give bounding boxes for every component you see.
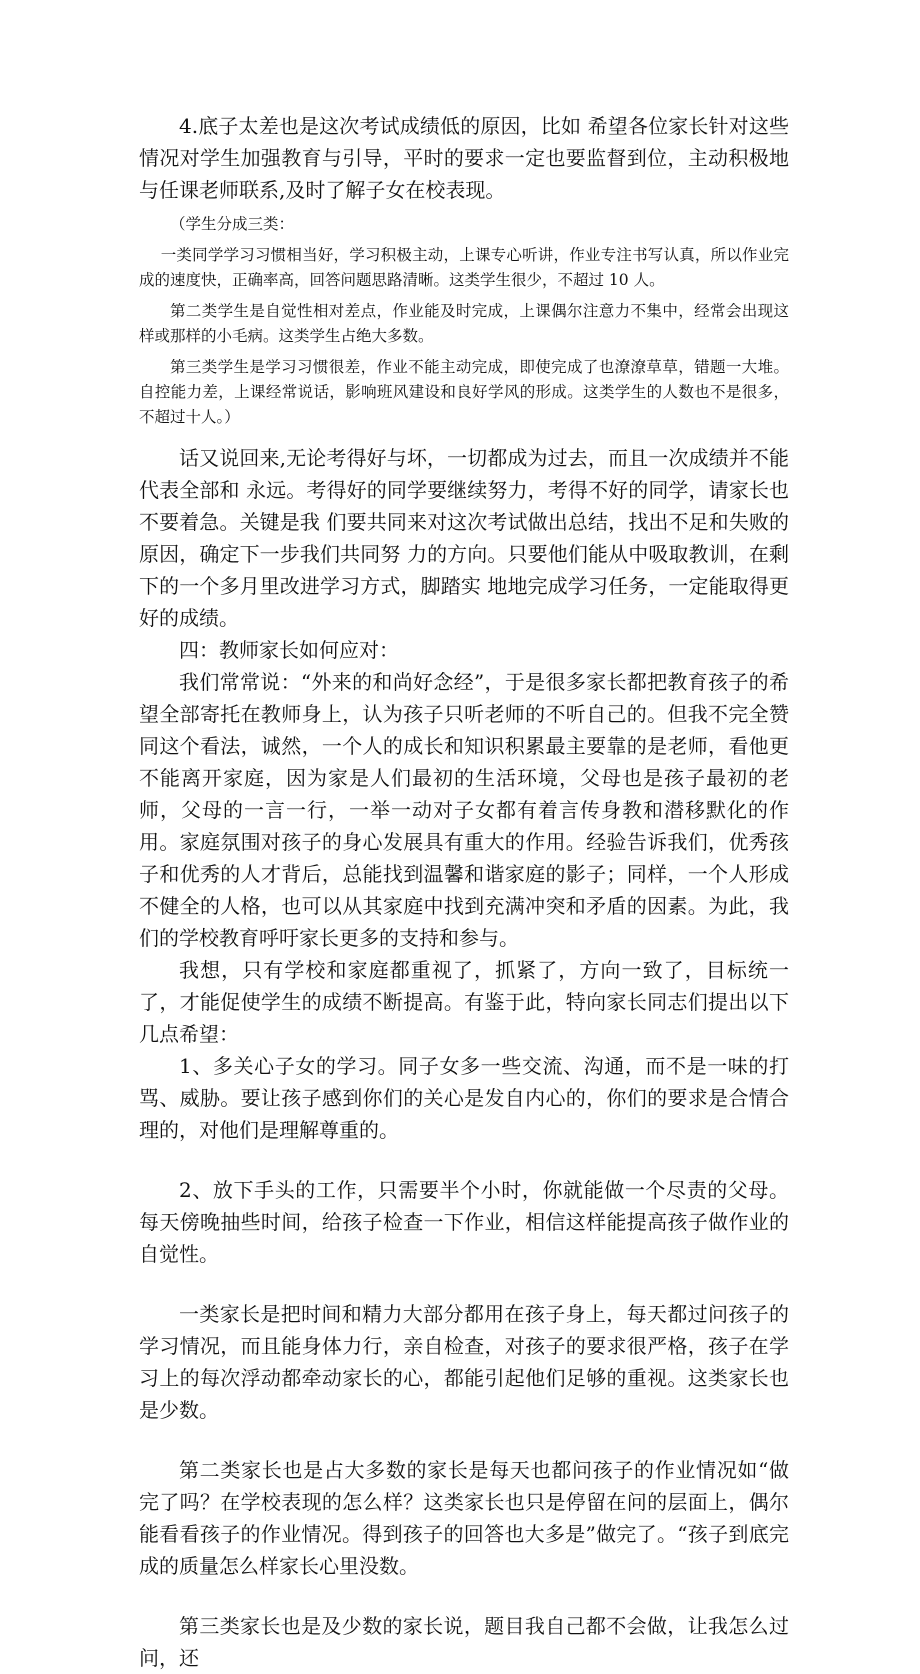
- paragraph-parent-type-3: 第三类家长也是及少数的家长说，题目我自己都不会做，让我怎么过问，还: [139, 1614, 789, 1670]
- paragraph-parent-type-2: 第二类家长也是占大多数的家长是每天也都问孩子的作业情况如“做完了吗？在学校表现的怎么样？这类家长也只是停留在问的层面上，偶尔能看看孩子的作业情况。得到孩子的回答也大多是”做完了。“孩子到底完成的质量怎么样家长心里没数。: [139, 1458, 789, 1578]
- document-page: [139, 110, 789, 1674]
- paragraph-student-type-1: 一类同学学习习惯相当好，学习积极主动，上课专心听讲，作业专注书写认真，所以作业完成的速度快，正确率高，回答问题思路清晰。这类学生很少，不超过 10 人。: [139, 246, 789, 289]
- paragraph-hope-2: 2、放下手头的工作，只需要半个小时，你就能做一个尽责的父母。每天傍晚抽些时间，给孩子检查一下作业，相信这样能提高孩子做作业的自觉性。: [139, 1178, 789, 1266]
- paragraph-exam-reasons: 4.底子太差也是这次考试成绩低的原因，比如 希望各位家长针对这些情况对学生加强教育与引导，平时的要求一定也要监督到位，主动积极地与任课老师联系,及时了解子女在校表现。: [139, 114, 789, 202]
- paragraph-summary: 话又说回来,无论考得好与坏，一切都成为过去，而且一次成绩并不能代表全部和 永远。考得好的同学要继续努力，考得不好的同学，请家长也不要着急。关键是我 们要共同来对这次考试做出总结，找出不足和失败的原因，确定下一步我们共同努 力的方向。只要他们能从中吸取教训，在剩下的一个多月里改进学习方式，脚踏实 地地完成学习任务，一定能取得更好的成绩。: [139, 446, 789, 630]
- paragraph-student-type-3: 第三类学生是学习习惯很差，作业不能主动完成，即使完成了也潦潦草草，错题一大堆。自控能力差，上课经常说话，影响班风建设和良好学风的形成。这类学生的人数也不是很多，不超过十人。）: [139, 358, 789, 426]
- paragraph-hope-1: 1、多关心子女的学习。同子女多一些交流、沟通，而不是一味的打骂、威胁。要让孩子感到你们的关心是发自内心的，你们的要求是合情合理的，对他们是理解尊重的。: [139, 1054, 789, 1142]
- paragraph-family-role: 我们常常说：“外来的和尚好念经”，于是很多家长都把教育孩子的希望全部寄托在教师身上，认为孩子只听老师的不听自己的。但我不完全赞同这个看法，诚然，一个人的成长和知识积累最主要靠的是老师，看他更不能离开家庭，因为家是人们最初的生活环境，父母也是孩子最初的老师，父母的一言一行，一举一动对子女都有着言传身教和潜移默化的作用。家庭氛围对孩子的身心发展具有重大的作用。经验告诉我们，优秀孩子和优秀的人才背后，总能找到温馨和谐家庭的影子；同样，一个人形成不健全的人格，也可以从其家庭中找到充满冲突和矛盾的因素。为此，我们的学校教育呼吁家长更多的支持和参与。: [139, 670, 789, 950]
- paragraph-student-types-intro: （学生分成三类：: [170, 215, 295, 233]
- paragraph-student-type-2: 第二类学生是自觉性相对差点，作业能及时完成，上课偶尔注意力不集中，经常会出现这样或那样的小毛病。这类学生占绝大多数。: [139, 302, 789, 345]
- paragraph-hopes-intro: 我想，只有学校和家庭都重视了，抓紧了，方向一致了，目标统一了，才能促使学生的成绩不断提高。有鉴于此，特向家长同志们提出以下几点希望：: [139, 958, 789, 1046]
- paragraph-parent-type-1: 一类家长是把时间和精力大部分都用在孩子身上，每天都过问孩子的学习情况，而且能身体力行，亲自检查，对孩子的要求很严格，孩子在学习上的每次浮动都牵动家长的心，都能引起他们足够的重视。这类家长也是少数。: [139, 1302, 789, 1422]
- section-heading-four: 四：教师家长如何应对：: [179, 638, 399, 662]
